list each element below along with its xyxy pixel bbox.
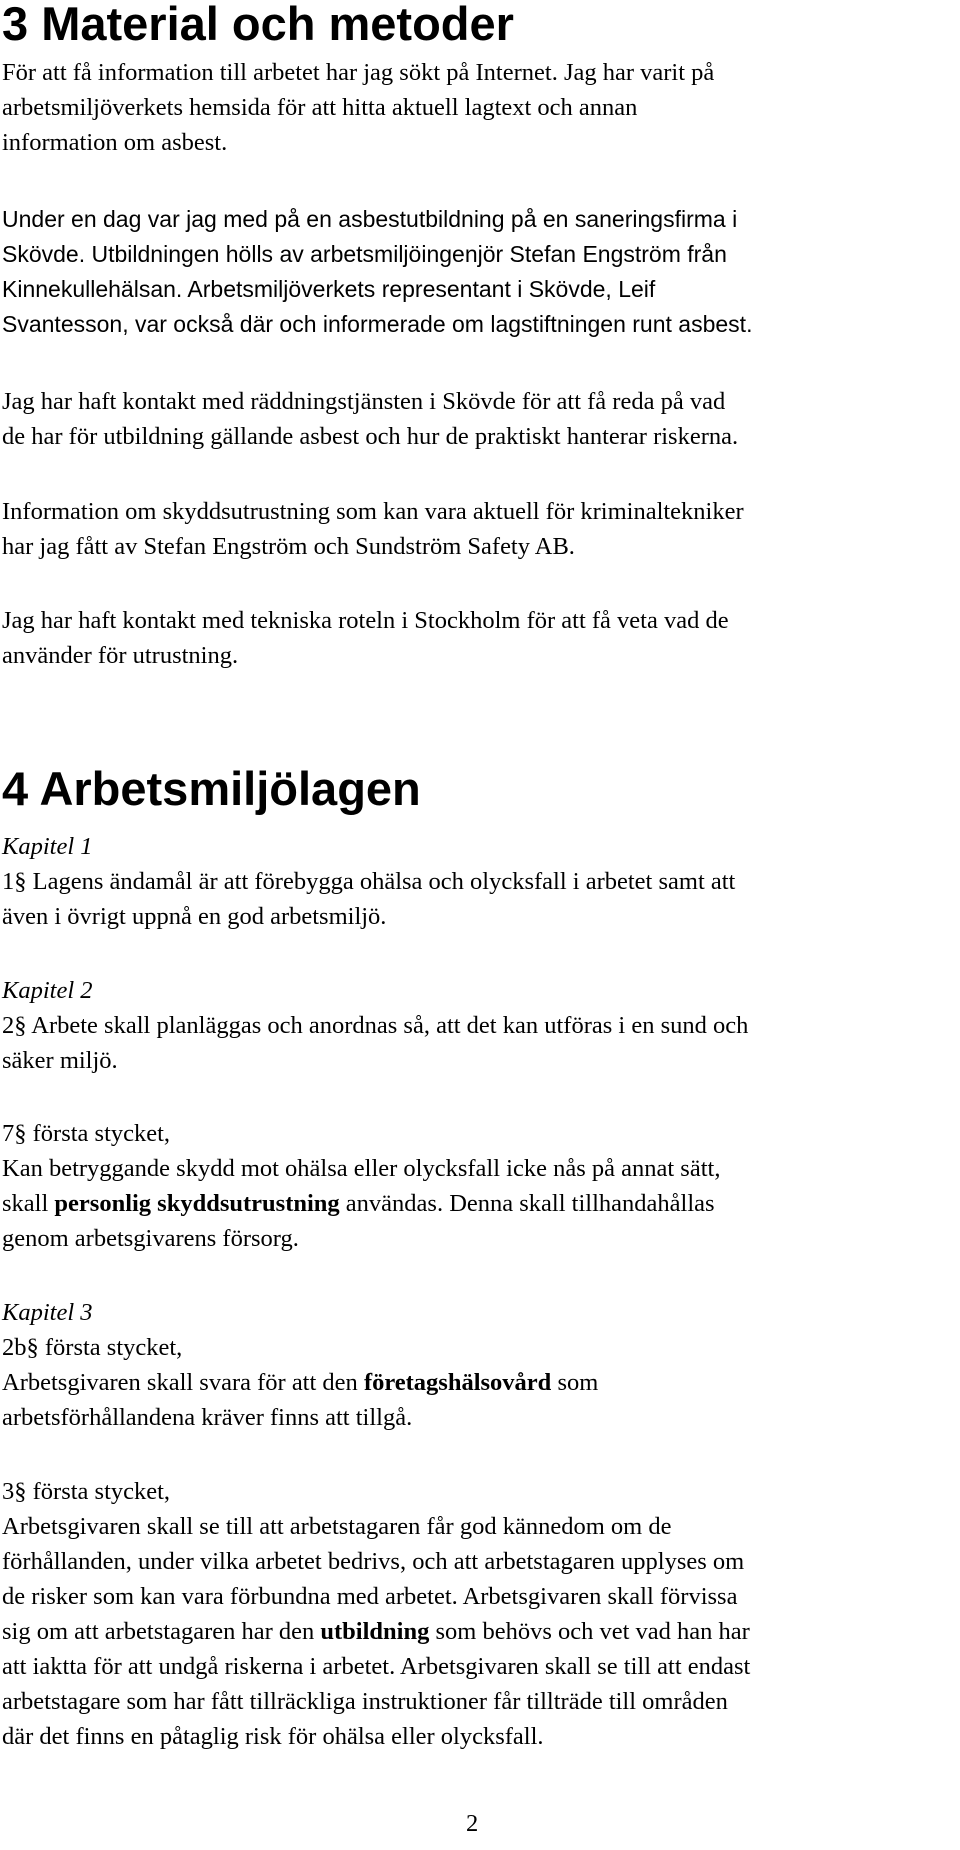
text-line: information om asbest. [2,129,228,156]
text-line [2,1186,952,1221]
page-number: 2 [466,1810,479,1837]
text-line: 2§ Arbete skall planläggas och anordnas så, att det kan utföras i en sund och [2,1012,749,1039]
section-4-title: 4 Arbetsmiljölagen [2,762,421,815]
kapitel-3-block [2,1295,952,1435]
text-line: Arbetsgivaren skall se till att arbetstagaren får god kännedom om de [2,1513,672,1540]
text-fragment: Arbetsgivaren skall svara för att den [2,1369,364,1396]
paragraph-ref: 2b§ första stycket, [2,1334,183,1361]
text-fragment: som [551,1369,599,1396]
section-3-paragraph-4 [2,494,952,564]
text-line: Information om skyddsutrustning som kan vara aktuell för kriminaltekniker [2,498,744,525]
text-line: Under en dag var jag med på en asbestutbildning på en saneringsfirma i [2,206,738,232]
text-line: Jag har haft kontakt med räddningstjänsten i Skövde för att få reda på vad [2,388,726,415]
paragraph-ref: 7§ första stycket, [2,1120,171,1147]
paragraph-ref: 3§ första stycket, [2,1478,171,1505]
section-3-paragraph-3 [2,384,952,454]
kapitel-1-heading: Kapitel 1 [2,833,93,860]
text-fragment: skall [2,1190,55,1217]
text-line: att iaktta för att undgå riskerna i arbetet. Arbetsgivaren skall se till att endast [2,1653,751,1680]
text-line: Kinnekullehälsan. Arbetsmiljöverkets representant i Skövde, Leif [2,276,656,302]
text-line: där det finns en påtaglig risk för ohälsa eller olycksfall. [2,1723,544,1750]
text-fragment: sig om att arbetstagaren har den [2,1618,321,1645]
text-line: 1§ Lagens ändamål är att förebygga ohälsa och olycksfall i arbetet samt att [2,868,736,895]
text-line: För att få information till arbetet har jag sökt på Internet. Jag har varit på [2,59,715,86]
text-fragment: användas. Denna skall tillhandahållas [339,1190,715,1217]
kapitel-2-heading: Kapitel 2 [2,977,93,1004]
kapitel-3-heading: Kapitel 3 [2,1299,93,1326]
kapitel-2-block [2,973,952,1078]
bold-term: personlig skyddsutrustning [54,1190,340,1217]
paragraph-3-block [2,1474,952,1754]
text-line: använder för utrustning. [2,642,239,669]
text-line: säker miljö. [2,1047,118,1074]
text-line: Kan betryggande skydd mot ohälsa eller olycksfall icke nås på annat sätt, [2,1155,721,1182]
bold-term: utbildning [320,1618,430,1645]
text-line: förhållanden, under vilka arbetet bedrivs, och att arbetstagaren upplyses om [2,1548,745,1575]
section-3-title: 3 Material och metoder [2,0,514,50]
text-line: arbetsförhållandena kräver finns att tillgå. [2,1404,413,1431]
text-line: Skövde. Utbildningen hölls av arbetsmiljöingenjör Stefan Engström från [2,241,727,267]
text-line: arbetsmiljöverkets hemsida för att hitta aktuell lagtext och annan [2,94,638,121]
bold-term: företagshälsovård [363,1369,552,1396]
text-line: genom arbetsgivarens försorg. [2,1225,299,1252]
text-line: har jag fått av Stefan Engström och Sundström Safety AB. [2,533,575,560]
kapitel-1-block [2,829,952,934]
section-3-paragraph-5 [2,603,952,673]
text-line [2,1614,952,1649]
paragraph-7-block [2,1116,952,1256]
section-3-paragraph-1 [2,55,952,160]
text-line: de har för utbildning gällande asbest och hur de praktiskt hanterar riskerna. [2,423,739,450]
text-line: arbetstagare som har fått tillräckliga instruktioner får tillträde till områden [2,1688,728,1715]
text-fragment: som behövs och vet vad han har [429,1618,750,1645]
text-line: även i övrigt uppnå en god arbetsmiljö. [2,903,387,930]
section-3-paragraph-2 [2,202,952,342]
text-line: Svantesson, var också där och informerade om lagstiftningen runt asbest. [2,311,753,337]
text-line: de risker som kan vara förbundna med arbetet. Arbetsgivaren skall förvissa [2,1583,738,1610]
text-line [2,1365,952,1400]
text-line: Jag har haft kontakt med tekniska roteln i Stockholm för att få veta vad de [2,607,729,634]
